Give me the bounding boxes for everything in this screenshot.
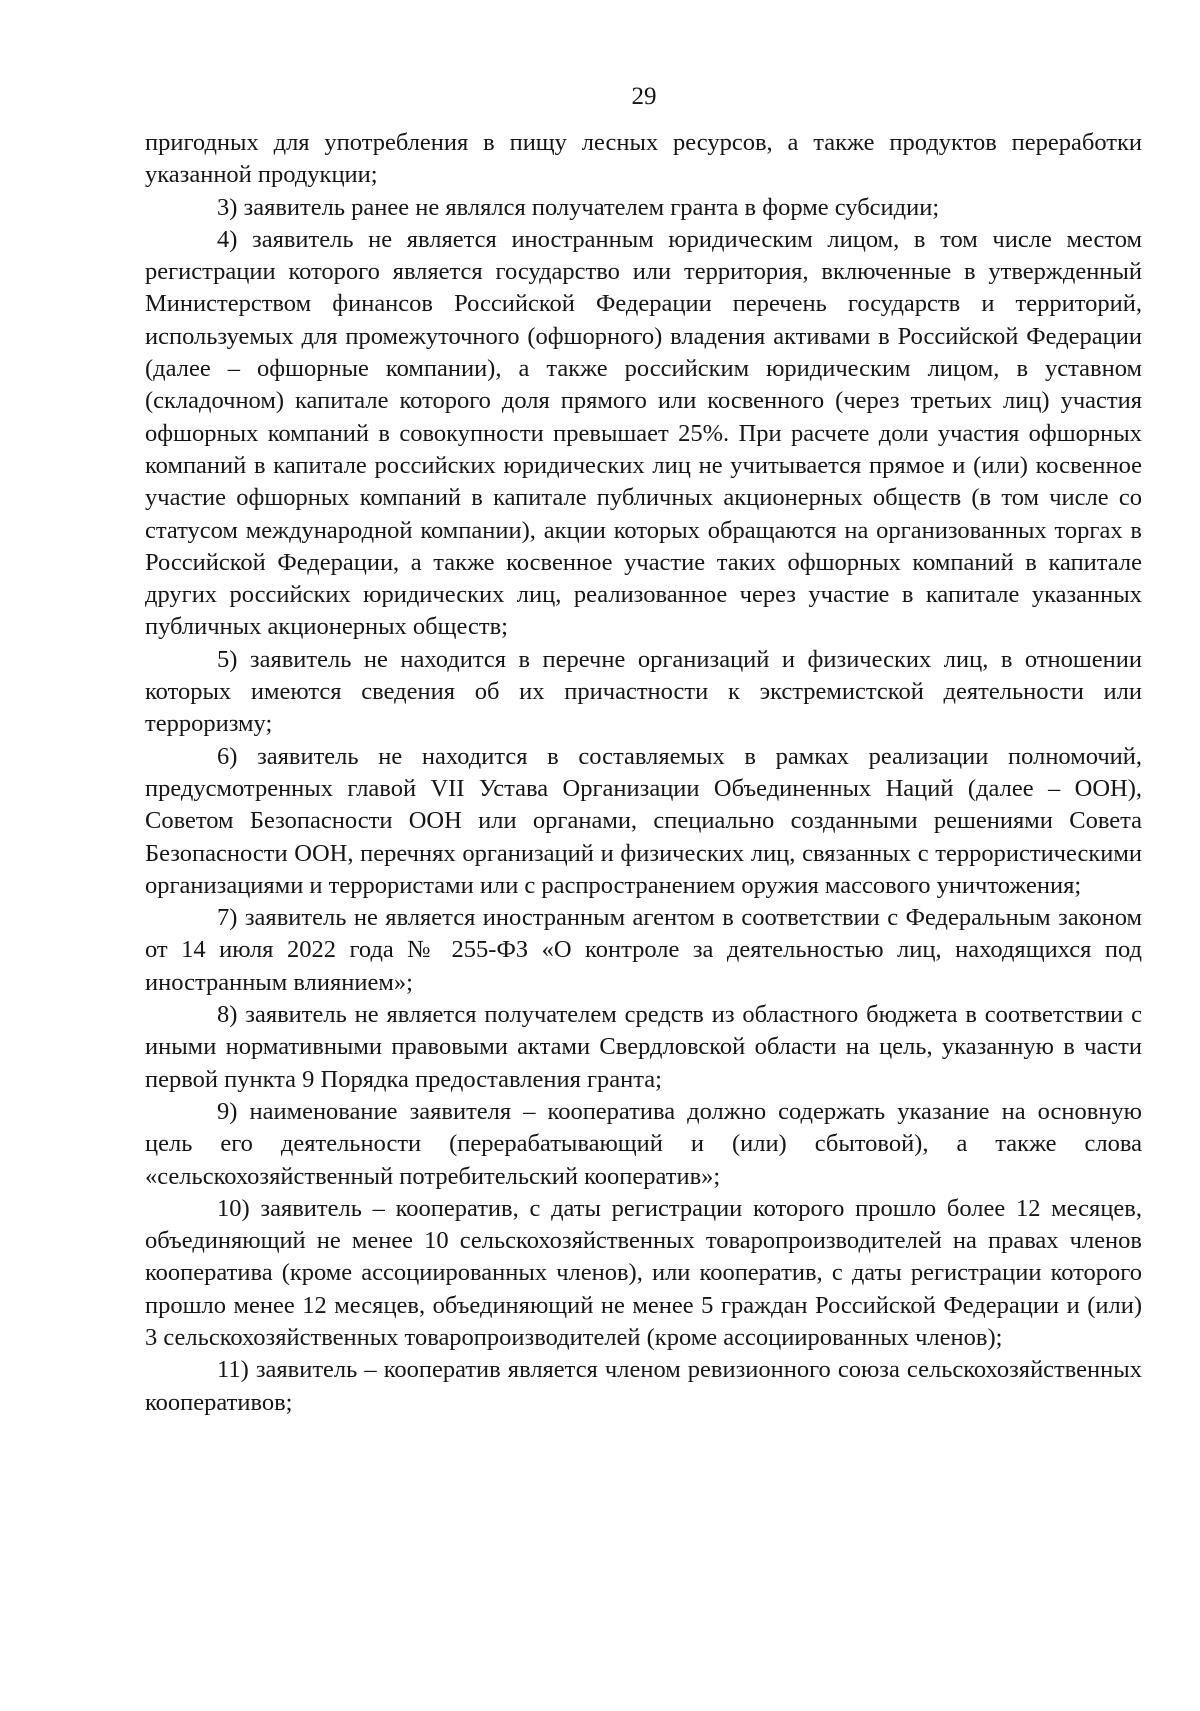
paragraph-item-5: 5) заявитель не находится в перечне организаций и физических лиц, в отношении которых имеются сведения об их причастности к экстремистской деятельности или терроризму; (145, 645, 1142, 738)
paragraph-item-9: 9) наименование заявителя – кооператива должно содержать указание на основную цель его деятельности (перерабатывающий и (или) сбытовой), а также слова «сельскохозяйственный потребительский кооператив»; (145, 1097, 1142, 1190)
document-body (145, 127, 1142, 1419)
paragraph-item-8: 8) заявитель не является получателем средств из областного бюджета в соответствии с иными нормативными правовыми актами Свердловской области на цель, указанную в части первой пункта 9 Порядка предоставления гранта; (145, 1001, 1142, 1093)
paragraph-item-10: 10) заявитель – кооператив, с даты регистрации которого прошло более 12 месяцев, объединяющий не менее 10 сельскохозяйственных товаропроизводителей на правах членов кооператива (кроме ассоциированных членов), или кооператив, с даты регистрации которого прошло менее 12 месяцев, объединяющий не менее 5 граждан Российской Федерации и (или) 3 сельскохозяйственных товаропроизводителей (кроме ассоциированных членов); (145, 1194, 1142, 1351)
paragraph-item-11: 11) заявитель – кооператив является членом ревизионного союза сельскохозяйственных кооперативов; (145, 1356, 1142, 1416)
paragraph-continuation: пригодных для употребления в пищу лесных ресурсов, а также продуктов переработки указанной продукции; (145, 129, 1142, 189)
page-number: 29 (631, 83, 657, 110)
paragraph-item-3: 3) заявитель ранее не являлся получателем гранта в форме субсидии; (217, 193, 940, 221)
paragraph-item-6: 6) заявитель не находится в составляемых в рамках реализации полномочий, предусмотренных главой VII Устава Организации Объединенных Наций (далее – ООН), Советом Безопасности ООН или органами, специально созданными решениями Совета Безопасности ООН, перечнях организаций и физических лиц, связанных с террористическими организациями и террористами или с распространением оружия массового уничтожения; (145, 742, 1142, 899)
paragraph-item-4: 4) заявитель не является иностранным юридическим лицом, в том числе местом регистрации которого является государство или территория, включенные в утвержденный Министерством финансов Российской Федерации перечень государств и территорий, используемых для промежуточного (офшорного) владения активами в Российской Федерации (далее – офшорные компании), а также российским юридическим лицом, в уставном (складочном) капитале которого доля прямого или косвенного (через третьих лиц) участия офшорных компаний в совокупности превышает 25%. При расчете доли участия офшорных компаний в капитале российских юридических лиц не учитывается прямое и (или) косвенное участие офшорных компаний в капитале публичных акционерных обществ (в том числе со статусом международной компании), акции которых обращаются на организованных торгах в Российской Федерации, а также косвенное участие таких офшорных компаний в капитале других российских юридических лиц, реализованное через участие в капитале указанных публичных акционерных обществ; (145, 225, 1142, 641)
paragraph-item-7: 7) заявитель не является иностранным агентом в соответствии с Федеральным законом от 14 июля 2022 года № 255-ФЗ «О контроле за деятельностью лиц, находящихся под иностранным влиянием»; (145, 904, 1142, 996)
